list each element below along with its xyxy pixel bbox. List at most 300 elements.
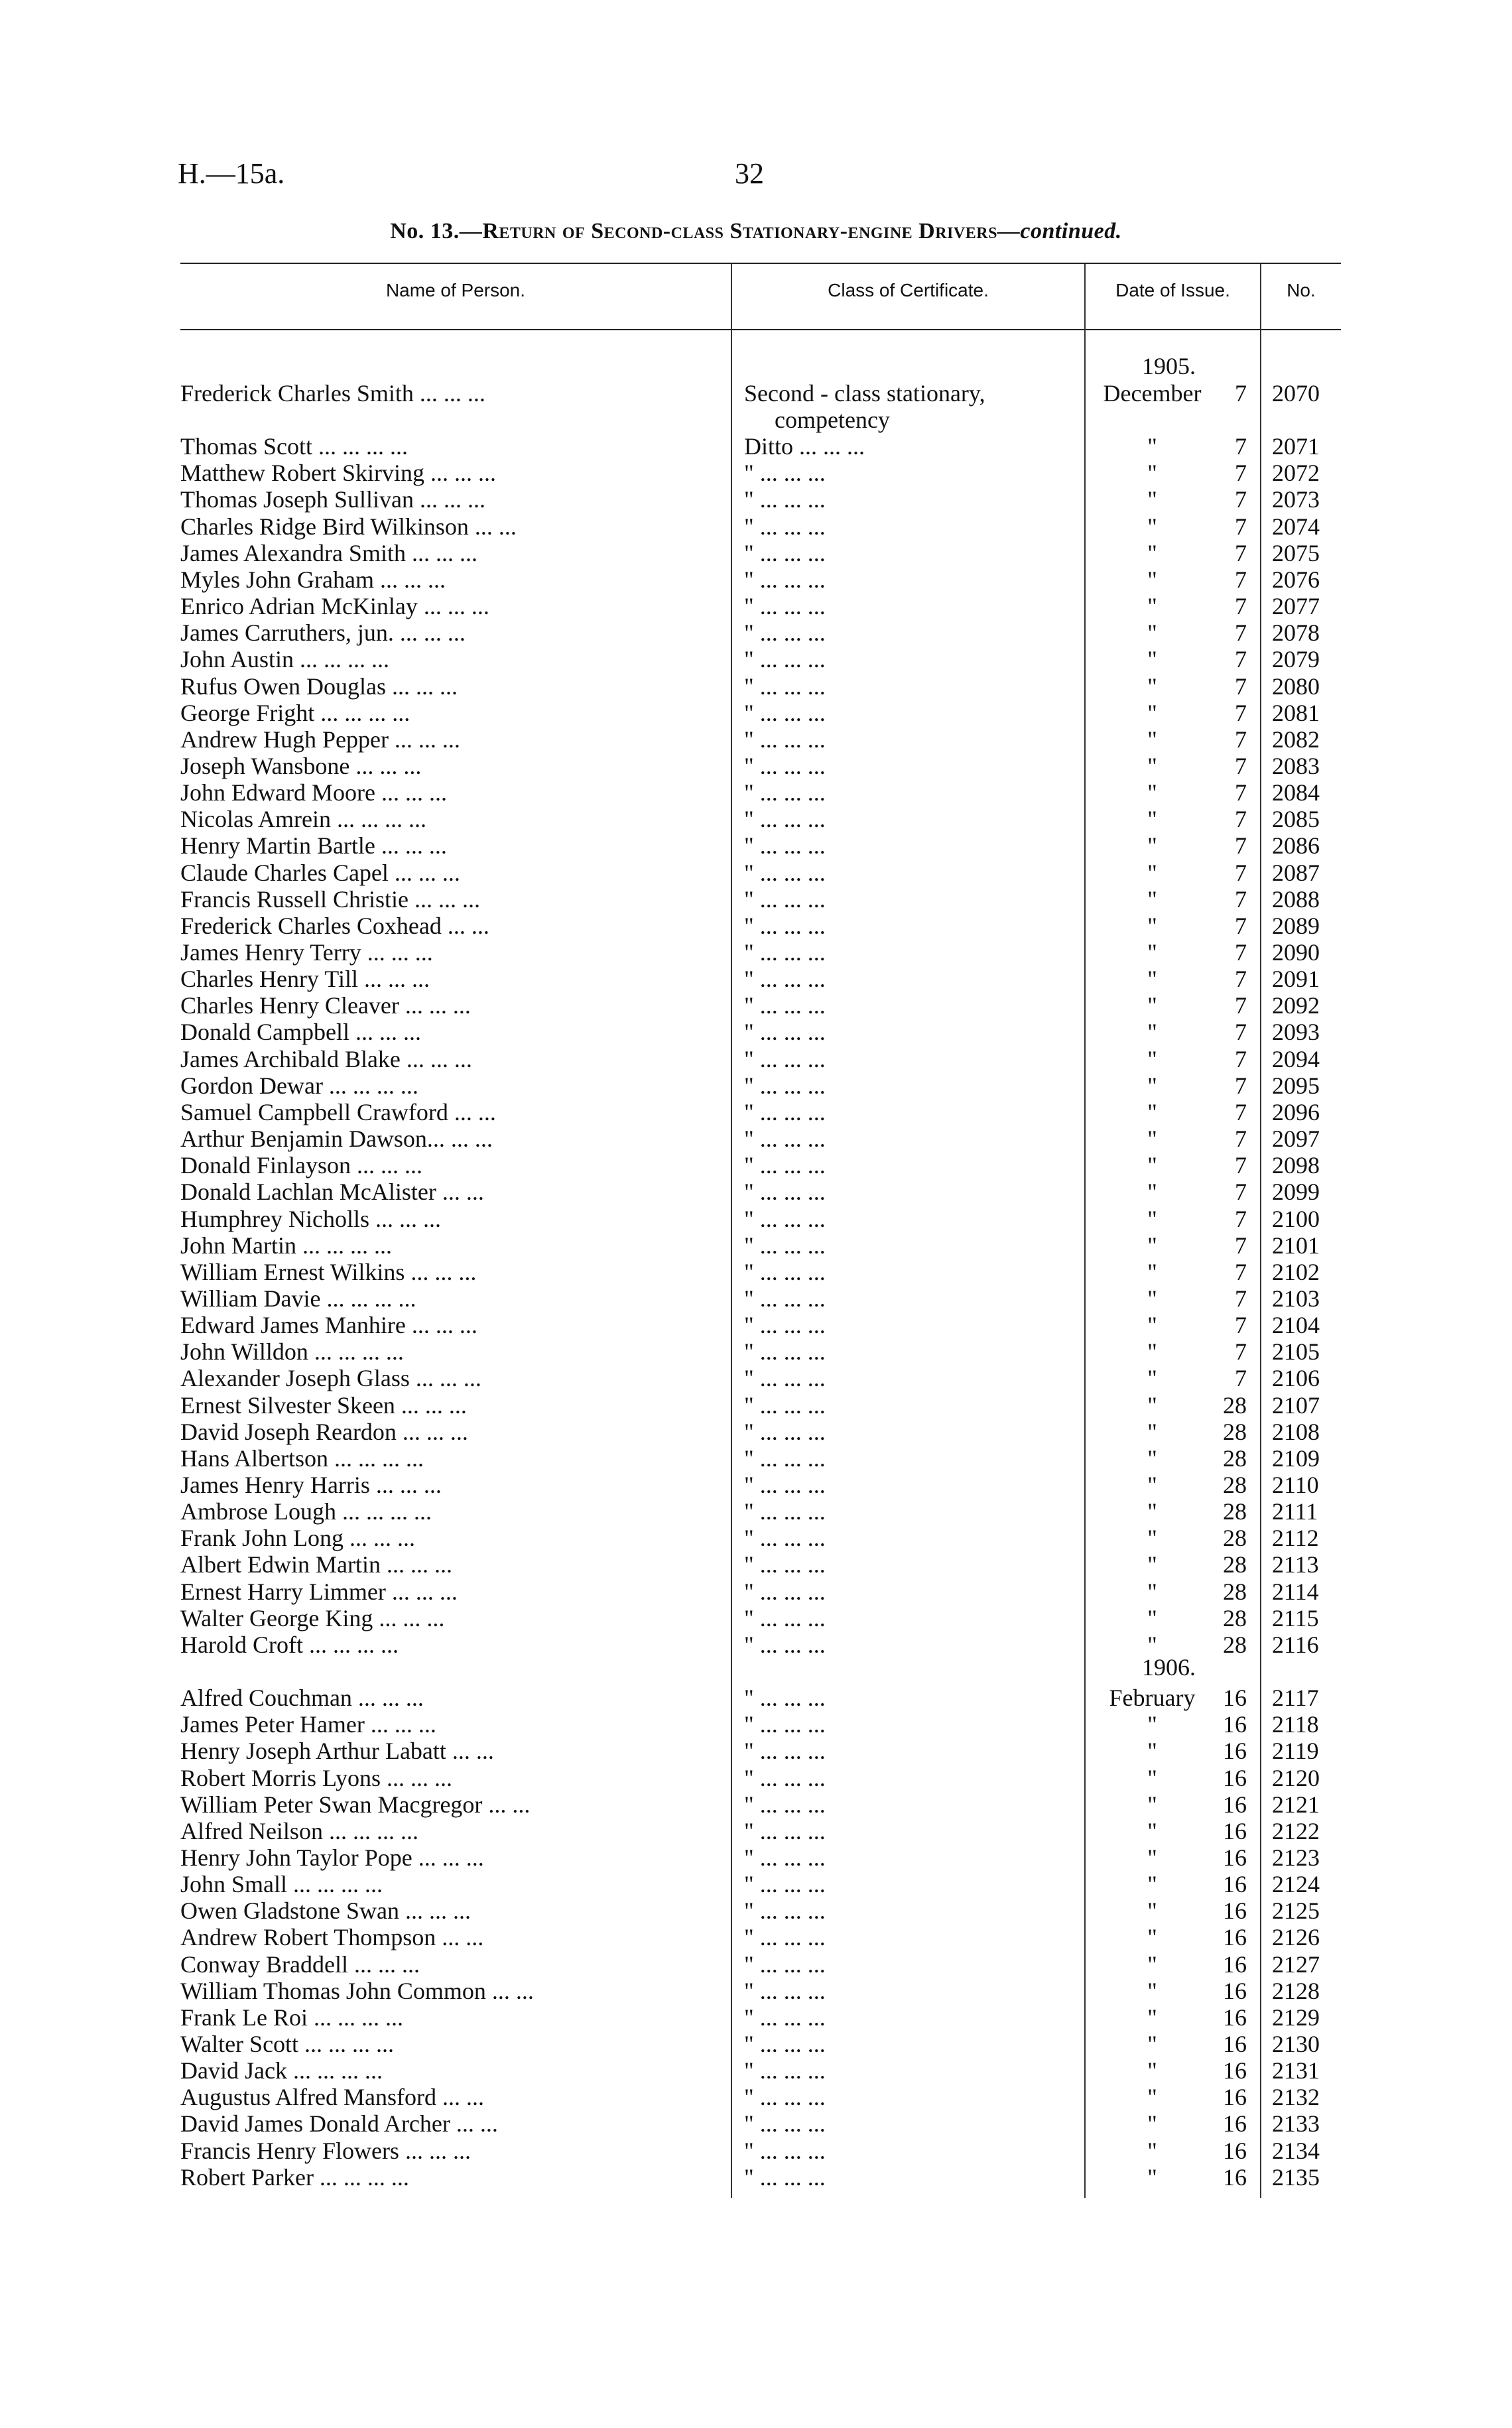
issue-month: " [1147,726,1157,753]
issue-day: 7 [1235,700,1247,726]
certificate-number: 2100 [1272,1206,1320,1232]
issue-day: 16 [1223,1871,1247,1897]
issue-month: " [1147,1551,1157,1578]
table-row [0,1605,1512,1631]
person-name: Donald Finlayson ... ... ... [180,1152,422,1179]
issue-month: " [1147,566,1157,593]
person-name: Donald Campbell ... ... ... [180,1019,421,1045]
issue-month: " [1147,832,1157,859]
issue-day: 16 [1223,2138,1247,2164]
table-row [0,380,1512,407]
issue-day: 28 [1223,1419,1247,1445]
table-row [0,513,1512,540]
certificate-class: " ... ... ... [744,886,826,913]
issue-day: 7 [1235,1206,1247,1232]
issue-month: " [1147,2138,1157,2164]
person-name: John Edward Moore ... ... ... [180,779,447,806]
issue-month: " [1147,1152,1157,1179]
certificate-class: " ... ... ... [744,566,826,593]
certificate-number: 2135 [1272,2164,1320,2191]
table-row [0,593,1512,619]
table-row [0,2004,1512,2031]
person-name: John Small ... ... ... ... [180,1871,383,1897]
person-name: William Thomas John Common ... ... [180,1978,534,2004]
issue-day: 28 [1223,1498,1247,1525]
issue-day: 7 [1235,380,1247,407]
issue-day: 16 [1223,2110,1247,2137]
issue-month: December [1103,380,1202,407]
certificate-number: 2094 [1272,1046,1320,1072]
header-bottom-rule [180,329,1341,330]
certificate-class: " ... ... ... [744,486,826,513]
series-label: H.—15a. [178,157,285,190]
certificate-number: 2129 [1272,2004,1320,2031]
issue-month: " [1147,992,1157,1019]
table-row [0,2031,1512,2057]
person-name: Charles Ridge Bird Wilkinson ... ... [180,513,517,540]
table-row [0,1179,1512,1205]
table-row [0,1578,1512,1605]
certificate-number: 2075 [1272,540,1320,566]
person-name: Andrew Robert Thompson ... ... [180,1924,484,1950]
table-row [0,1125,1512,1152]
person-name: Walter George King ... ... ... [180,1605,445,1631]
certificate-number: 2117 [1272,1685,1319,1711]
certificate-number: 2110 [1272,1472,1319,1498]
certificate-class: " ... ... ... [744,1605,826,1631]
certificate-number: 2098 [1272,1152,1320,1179]
certificate-number: 2087 [1272,860,1320,886]
certificate-class: " ... ... ... [744,646,826,672]
certificate-class: " ... ... ... [744,2004,826,2031]
certificate-class: " ... ... ... [744,1871,826,1897]
page-header [178,157,1358,196]
person-name: Arthur Benjamin Dawson... ... ... [180,1125,493,1152]
issue-month: " [1147,540,1157,566]
issue-day: 7 [1235,1259,1247,1285]
issue-month: " [1147,2110,1157,2137]
table-row [0,1897,1512,1924]
person-name: James Archibald Blake ... ... ... [180,1046,472,1072]
certificate-class: " ... ... ... [744,619,826,646]
certificate-number: 2104 [1272,1312,1320,1338]
issue-month: " [1147,1445,1157,1472]
table-row [0,433,1512,460]
issue-month: " [1147,513,1157,540]
table-row [0,1472,1512,1498]
table-row [0,1445,1512,1472]
certificate-number: 2084 [1272,779,1320,806]
person-name: Hans Albertson ... ... ... ... [180,1445,424,1472]
table-row [0,1844,1512,1871]
certificate-number: 2122 [1272,1818,1320,1844]
table-row [0,486,1512,513]
certificate-detail: competency [775,407,890,433]
certificate-class: " ... ... ... [744,1765,826,1791]
certificate-class: " ... ... ... [744,806,826,832]
person-name: Alexander Joseph Glass ... ... ... [180,1365,481,1391]
person-name: Enrico Adrian McKinlay ... ... ... [180,593,489,619]
issue-day: 7 [1235,726,1247,753]
issue-day: 28 [1223,1525,1247,1551]
issue-month: " [1147,886,1157,913]
issue-day: 7 [1235,646,1247,672]
issue-day: 16 [1223,1951,1247,1978]
issue-month: " [1147,2164,1157,2191]
certificate-number: 2109 [1272,1445,1320,1472]
certificate-number: 2071 [1272,433,1320,460]
issue-day: 7 [1235,1125,1247,1152]
issue-month: " [1147,486,1157,513]
person-name: Walter Scott ... ... ... ... [180,2031,395,2057]
year-1905: 1905. [1142,353,1196,379]
issue-day: 7 [1235,939,1247,966]
person-name: Charles Henry Till ... ... ... [180,966,430,992]
table-row [0,1046,1512,1072]
issue-day: 7 [1235,832,1247,859]
issue-day: 7 [1235,753,1247,779]
person-name: Frank John Long ... ... ... [180,1525,415,1551]
column-header-class: Class of Certificate. [828,280,989,300]
issue-month: " [1147,1711,1157,1738]
issue-month: " [1147,1312,1157,1338]
table-row [0,992,1512,1019]
issue-day: 16 [1223,2084,1247,2110]
person-name: Henry Martin Bartle ... ... ... [180,832,447,859]
table-row [0,806,1512,832]
person-name: James Carruthers, jun. ... ... ... [180,619,466,646]
issue-day: 7 [1235,1046,1247,1072]
issue-month: " [1147,673,1157,700]
table-row [0,1525,1512,1551]
certificate-class: " ... ... ... [744,1179,826,1205]
issue-day: 7 [1235,1099,1247,1125]
person-name: Ernest Silvester Skeen ... ... ... [180,1392,467,1419]
table-row [0,1951,1512,1978]
certificate-class: " ... ... ... [744,1259,826,1285]
certificate-class: " ... ... ... [744,860,826,886]
certificate-class: " ... ... ... [744,726,826,753]
issue-day: 7 [1235,1152,1247,1179]
table-row [0,1924,1512,1950]
issue-day: 7 [1235,433,1247,460]
certificate-number: 2073 [1272,486,1320,513]
certificate-class: " ... ... ... [744,673,826,700]
table-row [0,753,1512,779]
person-name: Humphrey Nicholls ... ... ... [180,1206,441,1232]
certificate-class: " ... ... ... [744,753,826,779]
person-name: Augustus Alfred Mansford ... ... [180,2084,484,2110]
certificate-class: " ... ... ... [744,1897,826,1924]
issue-day: 7 [1235,1365,1247,1391]
certificate-class: " ... ... ... [744,1631,826,1658]
person-name: Gordon Dewar ... ... ... ... [180,1072,418,1099]
certificate-number: 2115 [1272,1605,1319,1631]
table-row [0,1072,1512,1099]
certificate-number: 2119 [1272,1738,1319,1764]
issue-day: 7 [1235,460,1247,486]
certificate-class: " ... ... ... [744,1924,826,1950]
person-name: Henry Joseph Arthur Labatt ... ... [180,1738,494,1764]
certificate-number: 2101 [1272,1232,1320,1259]
issue-month: " [1147,1631,1157,1658]
issue-day: 28 [1223,1605,1247,1631]
certificate-number: 2124 [1272,1871,1320,1897]
table-row [0,1685,1512,1711]
person-name: Charles Henry Cleaver ... ... ... [180,992,471,1019]
certificate-number: 2080 [1272,673,1320,700]
issue-day: 7 [1235,619,1247,646]
table-row [0,1818,1512,1844]
certificate-class: Ditto ... ... ... [744,433,865,460]
certificate-number: 2108 [1272,1419,1320,1445]
table-row [0,566,1512,593]
issue-month: " [1147,1871,1157,1897]
certificate-number: 2097 [1272,1125,1320,1152]
person-name: Robert Morris Lyons ... ... ... [180,1765,452,1791]
table-row [0,1206,1512,1232]
issue-month: " [1147,779,1157,806]
issue-day: 7 [1235,1312,1247,1338]
issue-month: " [1147,593,1157,619]
table-row [0,1312,1512,1338]
issue-day: 16 [1223,2057,1247,2084]
certificate-class: " ... ... ... [744,1445,826,1472]
issue-month: " [1147,939,1157,966]
table-row [0,460,1512,486]
certificate-number: 2125 [1272,1897,1320,1924]
person-name: Myles John Graham ... ... ... [180,566,446,593]
issue-month: " [1147,2084,1157,2110]
certificate-number: 2085 [1272,806,1320,832]
issue-month: " [1147,1072,1157,1099]
person-name: Thomas Scott ... ... ... ... [180,433,408,460]
certificate-number: 2096 [1272,1099,1320,1125]
issue-day: 7 [1235,860,1247,886]
issue-day: 16 [1223,2031,1247,2057]
issue-day: 7 [1235,886,1247,913]
column-header-no: No. [1287,280,1316,300]
page-title [0,219,1512,244]
table-row [0,2057,1512,2084]
certificate-number: 2078 [1272,619,1320,646]
issue-month: " [1147,433,1157,460]
issue-day: 28 [1223,1445,1247,1472]
certificate-class: " ... ... ... [744,1844,826,1871]
person-name: Thomas Joseph Sullivan ... ... ... [180,486,485,513]
table-row [0,1738,1512,1764]
certificate-class: " ... ... ... [744,2110,826,2137]
issue-day: 16 [1223,1924,1247,1950]
table-row [0,1152,1512,1179]
page-number: 32 [735,157,764,190]
issue-day: 16 [1223,1844,1247,1871]
table-row [0,2138,1512,2164]
person-name: David James Donald Archer ... ... [180,2110,498,2137]
certificate-number: 2105 [1272,1338,1320,1365]
person-name: James Alexandra Smith ... ... ... [180,540,477,566]
certificate-class: " ... ... ... [744,1551,826,1578]
certificate-number: 2092 [1272,992,1320,1019]
person-name: Edward James Manhire ... ... ... [180,1312,477,1338]
issue-month: " [1147,966,1157,992]
person-name: Robert Parker ... ... ... ... [180,2164,409,2191]
table-row [0,673,1512,700]
table-row [0,1285,1512,1312]
issue-day: 7 [1235,1232,1247,1259]
certificate-number: 2118 [1272,1711,1319,1738]
person-name: Joseph Wansbone ... ... ... [180,753,422,779]
issue-month: " [1147,460,1157,486]
issue-month: " [1147,1578,1157,1605]
certificate-number: 2102 [1272,1259,1320,1285]
certificate-class: " ... ... ... [744,832,826,859]
issue-day: 7 [1235,1338,1247,1365]
certificate-number: 2093 [1272,1019,1320,1045]
issue-month: " [1147,1951,1157,1978]
table-row [0,939,1512,966]
person-name: Harold Croft ... ... ... ... [180,1631,399,1658]
certificate-class: " ... ... ... [744,460,826,486]
issue-month: " [1147,700,1157,726]
issue-day: 7 [1235,806,1247,832]
certificate-class: " ... ... ... [744,1525,826,1551]
certificate-number: 2131 [1272,2057,1320,2084]
certificate-class: " ... ... ... [744,1498,826,1525]
issue-month: " [1147,1392,1157,1419]
table-row [0,1392,1512,1419]
table-row [0,700,1512,726]
issue-month: " [1147,753,1157,779]
certificate-class: " ... ... ... [744,2057,826,2084]
table-row [0,1871,1512,1897]
issue-month: " [1147,2004,1157,2031]
certificate-number: 2120 [1272,1765,1320,1791]
certificate-number: 2099 [1272,1179,1320,1205]
issue-day: 16 [1223,1765,1247,1791]
person-name: James Henry Terry ... ... ... [180,939,433,966]
table-row [0,832,1512,859]
certificate-number: 2134 [1272,2138,1320,2164]
certificate-number: 2089 [1272,913,1320,939]
issue-month: " [1147,2031,1157,2057]
certificate-class: " ... ... ... [744,2031,826,2057]
table-row [0,1019,1512,1045]
certificate-number: 2123 [1272,1844,1320,1871]
issue-month: " [1147,1844,1157,1871]
issue-month: " [1147,1019,1157,1045]
person-name: Frank Le Roi ... ... ... ... [180,2004,403,2031]
person-name: Henry John Taylor Pope ... ... ... [180,1844,484,1871]
certificate-class: " ... ... ... [744,1338,826,1365]
table-row [0,2110,1512,2137]
issue-day: 7 [1235,1285,1247,1312]
certificate-class: " ... ... ... [744,593,826,619]
certificate-number: 2090 [1272,939,1320,966]
certificate-class: " ... ... ... [744,1392,826,1419]
certificate-number: 2088 [1272,886,1320,913]
table-row [0,1232,1512,1259]
issue-day: 7 [1235,913,1247,939]
issue-month: " [1147,1525,1157,1551]
certificate-class: " ... ... ... [744,1818,826,1844]
certificate-number: 2086 [1272,832,1320,859]
certificate-number: 2074 [1272,513,1320,540]
issue-month: " [1147,1046,1157,1072]
issue-month: " [1147,1179,1157,1205]
person-name: David Joseph Reardon ... ... ... [180,1419,468,1445]
certificate-class: " ... ... ... [744,2138,826,2164]
issue-month: " [1147,1338,1157,1365]
certificate-class: " ... ... ... [744,966,826,992]
certificate-class: " ... ... ... [744,1285,826,1312]
certificate-number: 2107 [1272,1392,1320,1419]
certificate-number: 2083 [1272,753,1320,779]
certificate-number: 2113 [1272,1551,1319,1578]
title-main: Return of Second-class Stationary-engine Drivers [482,219,997,243]
issue-month: " [1147,1765,1157,1791]
table-row [0,1099,1512,1125]
certificate-number: 2072 [1272,460,1320,486]
person-name: Ambrose Lough ... ... ... ... [180,1498,432,1525]
issue-month: " [1147,1978,1157,2004]
table-row [0,2084,1512,2110]
person-name: George Fright ... ... ... ... [180,700,410,726]
table-row [0,1765,1512,1791]
certificate-class: " ... ... ... [744,700,826,726]
title-suffix: —continued. [997,219,1122,243]
issue-day: 7 [1235,673,1247,700]
person-name: Frederick Charles Coxhead ... ... [180,913,489,939]
certificate-number: 2082 [1272,726,1320,753]
certificate-class: " ... ... ... [744,1419,826,1445]
table-row [0,1631,1512,1658]
issue-month: " [1147,1285,1157,1312]
certificate-number: 2116 [1272,1631,1319,1658]
certificate-number: 2126 [1272,1924,1320,1950]
title-prefix: No. 13.— [390,219,483,243]
person-name: James Henry Harris ... ... ... [180,1472,442,1498]
issue-day: 7 [1235,966,1247,992]
certificate-number: 2077 [1272,593,1320,619]
person-name: Nicolas Amrein ... ... ... ... [180,806,426,832]
certificate-class: " ... ... ... [744,1578,826,1605]
certificate-class: " ... ... ... [744,1978,826,2004]
person-name: John Martin ... ... ... ... [180,1232,392,1259]
column-header-name: Name of Person. [385,280,526,300]
certificate-number: 2079 [1272,646,1320,672]
issue-day: 7 [1235,779,1247,806]
issue-day: 7 [1235,1019,1247,1045]
issue-month: " [1147,1365,1157,1391]
table-top-rule [180,263,1341,264]
issue-day: 7 [1235,992,1247,1019]
certificate-class: " ... ... ... [744,1685,826,1711]
certificate-number: 2121 [1272,1791,1320,1818]
issue-day: 16 [1223,1818,1247,1844]
certificate-class: " ... ... ... [744,1099,826,1125]
certificate-number: 2070 [1272,380,1320,407]
certificate-class: " ... ... ... [744,992,826,1019]
issue-day: 7 [1235,540,1247,566]
certificate-number: 2095 [1272,1072,1320,1099]
table-row [0,619,1512,646]
issue-day: 7 [1235,1072,1247,1099]
issue-month: " [1147,1419,1157,1445]
person-name: Francis Henry Flowers ... ... ... [180,2138,471,2164]
certificate-number: 2130 [1272,2031,1320,2057]
person-name: John Austin ... ... ... ... [180,646,390,672]
